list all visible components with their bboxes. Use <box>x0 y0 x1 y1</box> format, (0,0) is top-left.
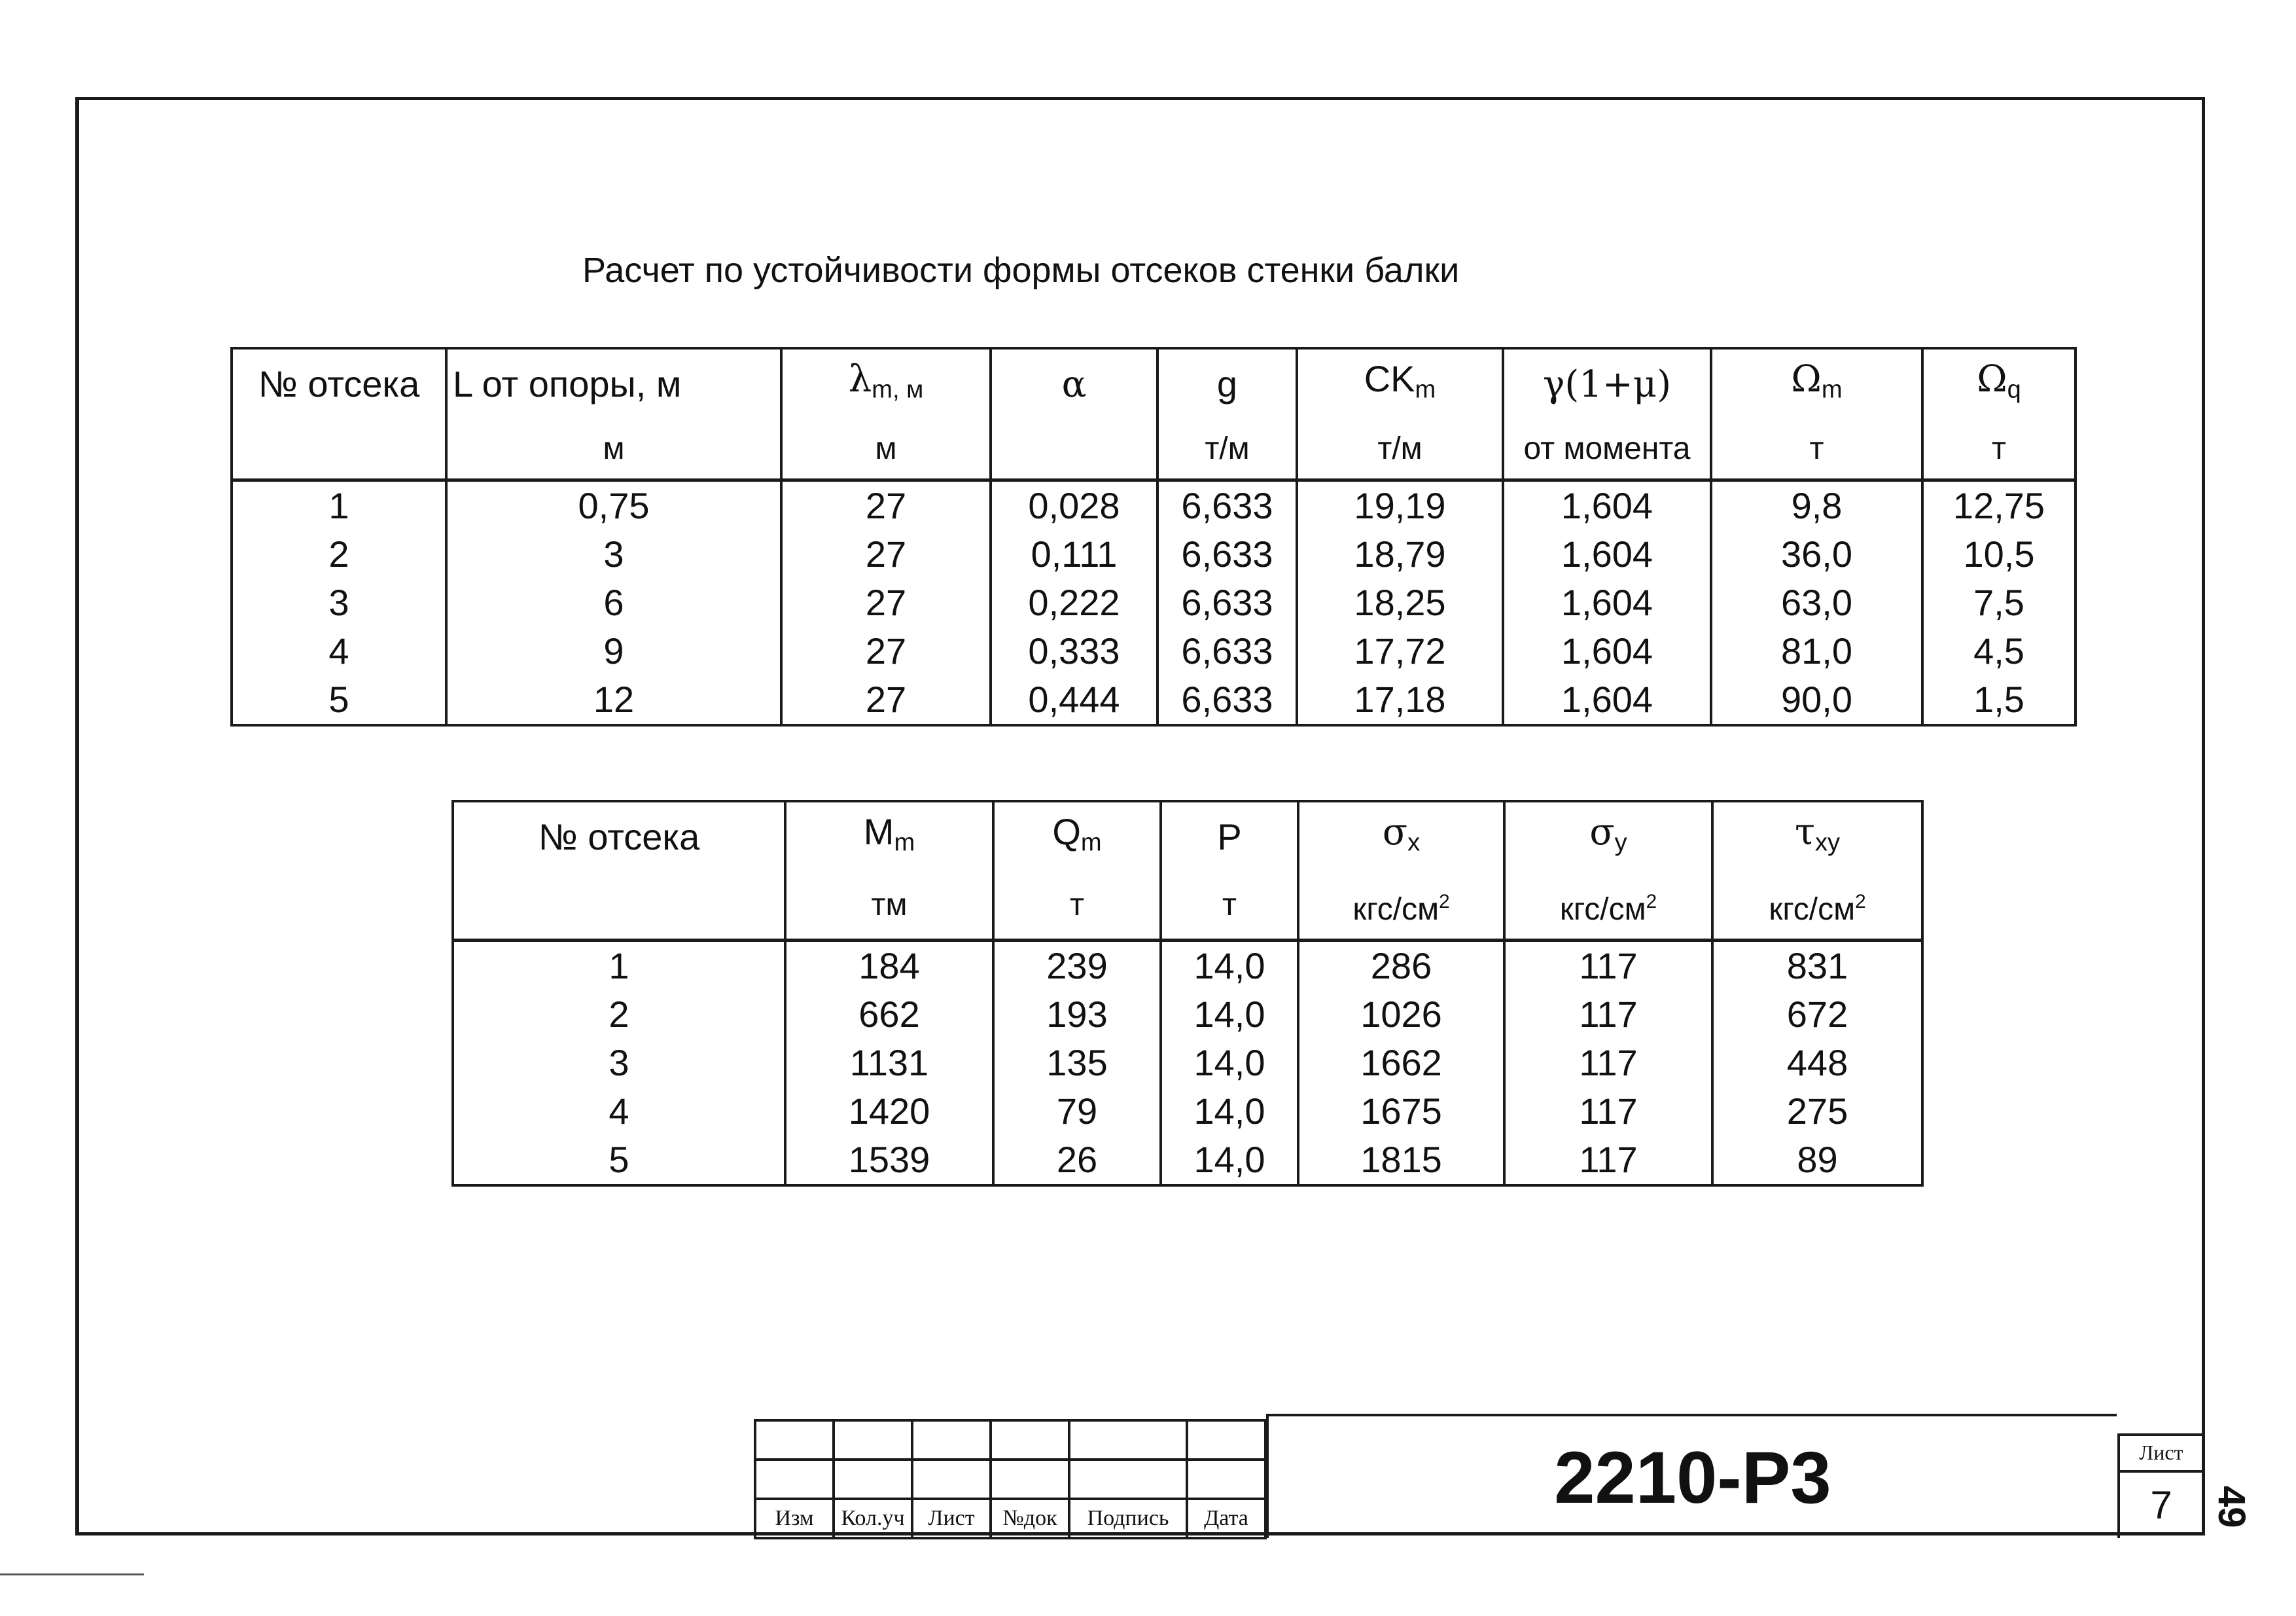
sheet-number: 7 <box>2150 1483 2172 1527</box>
table1-header-5 <box>1297 348 1503 420</box>
table-cell: 1,5 <box>1922 675 2075 725</box>
table-cell: 5 <box>453 1136 785 1185</box>
table-cell: 6 <box>446 579 781 627</box>
table1-header-1 <box>446 348 781 420</box>
sheet-label: Лист <box>2120 1436 2202 1473</box>
table-cell: 10,5 <box>1922 530 2075 579</box>
table1-unit-5 <box>1297 420 1503 480</box>
table-row <box>453 941 1922 991</box>
table2-unit-label: тм <box>871 888 908 923</box>
table1-header-8 <box>1922 348 2075 420</box>
table-cell: 275 <box>1712 1087 1922 1136</box>
table1-header-label: № отсека <box>258 363 420 405</box>
table-cell: 90,0 <box>1711 675 1922 725</box>
table2-unit-label: т <box>1070 888 1084 923</box>
table-cell: 14,0 <box>1161 1136 1298 1185</box>
table2-header-0 <box>453 801 785 872</box>
table-cell: 63,0 <box>1711 579 1922 627</box>
table-cell: 6,633 <box>1157 579 1297 627</box>
table2-header-1 <box>785 801 993 872</box>
sheet-box <box>2117 1433 2202 1538</box>
table-cell: 117 <box>1504 1136 1712 1185</box>
table1-unit-1 <box>446 420 781 480</box>
table-cell: 6,633 <box>1157 480 1297 530</box>
table1-unit-label: т/м <box>1205 431 1250 466</box>
table-cell: 448 <box>1712 1039 1922 1087</box>
table-cell: 89 <box>1712 1136 1922 1185</box>
table-cell: 117 <box>1504 941 1712 991</box>
table2-unit-label: кгс/см <box>1352 891 1439 927</box>
table2-header-subscript: x <box>1407 829 1421 857</box>
table-cell: 184 <box>785 941 993 991</box>
table2-header-label: σ <box>1589 811 1615 853</box>
table1-unit-4 <box>1157 420 1297 480</box>
table-cell: 1662 <box>1298 1039 1504 1087</box>
table-cell: 27 <box>781 480 991 530</box>
table-cell: 17,18 <box>1297 675 1503 725</box>
table-cell: 14,0 <box>1161 1087 1298 1136</box>
table1-unit-label: от момента <box>1523 431 1691 466</box>
table1-header-subscript: q <box>2007 376 2021 404</box>
table1-header-label: α <box>1061 363 1087 406</box>
table-cell: 3 <box>453 1039 785 1087</box>
table-cell: 79 <box>993 1087 1161 1136</box>
table2-header-main <box>453 801 1922 872</box>
table-cell: 4,5 <box>1922 627 2075 675</box>
table-cell: 0,444 <box>991 675 1157 725</box>
table-cell: 81,0 <box>1711 627 1922 675</box>
table-cell: 14,0 <box>1161 990 1298 1039</box>
table-cell: 4 <box>232 627 446 675</box>
table-row <box>453 1087 1922 1136</box>
table-cell: 0,75 <box>446 480 781 530</box>
table1-unit-label: т <box>1992 431 2006 466</box>
table2-header-label: τ <box>1794 811 1815 853</box>
table-cell: 3 <box>232 579 446 627</box>
table1-header-subscript: m <box>1415 376 1436 404</box>
table1-unit-7 <box>1711 420 1922 480</box>
page-title: Расчет по устойчивости формы отсеков стенки балки <box>582 251 1460 290</box>
table1-header-4 <box>1157 348 1297 420</box>
table1-header-subscript: m <box>1821 376 1843 404</box>
table-row <box>453 1039 1922 1087</box>
table2-header-3 <box>1161 801 1298 872</box>
table-row <box>232 627 2075 675</box>
table1-unit-label: м <box>603 431 625 466</box>
table-cell: 1,604 <box>1503 530 1711 579</box>
table1-unit-6 <box>1503 420 1711 480</box>
table2-header-subscript: y <box>1614 829 1627 857</box>
table1-header-0 <box>232 348 446 420</box>
table-cell: 1131 <box>785 1039 993 1087</box>
title-block-label-3: №док <box>991 1499 1069 1538</box>
table-cell: 12 <box>446 675 781 725</box>
table-cell: 2 <box>453 990 785 1039</box>
table2-header-label: σ <box>1382 811 1408 853</box>
table-cell: 1815 <box>1298 1136 1504 1185</box>
table2-header-5 <box>1504 801 1712 872</box>
table1-header-label: Ω <box>1977 358 2007 401</box>
table-cell: 36,0 <box>1711 530 1922 579</box>
table2-unit-2 <box>993 872 1161 941</box>
table2-header-subscript: m <box>894 829 915 857</box>
table2-unit-superscript: 2 <box>1439 890 1450 912</box>
table2-unit-1 <box>785 872 993 941</box>
table-cell: 27 <box>781 627 991 675</box>
table-cell: 1 <box>453 941 785 991</box>
table2-header-6 <box>1712 801 1922 872</box>
table-cell: 0,111 <box>991 530 1157 579</box>
table-cell: 6,633 <box>1157 675 1297 725</box>
table-cell: 672 <box>1712 990 1922 1039</box>
table-cell: 7,5 <box>1922 579 2075 627</box>
title-block-label-5: Дата <box>1187 1499 1265 1538</box>
table-cell: 17,72 <box>1297 627 1503 675</box>
table1-header-7 <box>1711 348 1922 420</box>
table1-header-label: g <box>1216 363 1238 405</box>
table-cell: 1,604 <box>1503 480 1711 530</box>
table-cell: 2 <box>232 530 446 579</box>
table-cell: 117 <box>1504 990 1712 1039</box>
table-cell: 286 <box>1298 941 1504 991</box>
table1-unit-0 <box>232 420 446 480</box>
title-block-revisions <box>754 1419 1267 1539</box>
table-cell: 0,028 <box>991 480 1157 530</box>
table-cell: 9,8 <box>1711 480 1922 530</box>
table-cell: 14,0 <box>1161 1039 1298 1087</box>
table2-unit-superscript: 2 <box>1855 890 1866 912</box>
table-cell: 1 <box>232 480 446 530</box>
table2-unit-label: кгс/см <box>1559 891 1646 927</box>
table-cell: 1,604 <box>1503 579 1711 627</box>
table1-unit-8 <box>1922 420 2075 480</box>
title-block-label-4: Подпись <box>1069 1499 1187 1538</box>
document-code: 2210-Р3 <box>1266 1414 2117 1538</box>
table1-unit-3 <box>991 420 1157 480</box>
edge-line <box>0 1573 144 1575</box>
table-cell: 193 <box>993 990 1161 1039</box>
table-cell: 27 <box>781 675 991 725</box>
table-cell: 831 <box>1712 941 1922 991</box>
table2-header-units <box>453 872 1922 941</box>
table-cell: 662 <box>785 990 993 1039</box>
table2-unit-4 <box>1298 872 1504 941</box>
title-block-label-1: Кол.уч <box>834 1499 912 1538</box>
table-cell: 27 <box>781 579 991 627</box>
table2-header-subscript: m <box>1080 829 1102 857</box>
table-cell: 4 <box>453 1087 785 1136</box>
table-cell: 117 <box>1504 1039 1712 1087</box>
table-compartments-params <box>230 347 2077 727</box>
table-cell: 5 <box>232 675 446 725</box>
table-compartments-stresses <box>451 800 1924 1187</box>
table-cell: 6,633 <box>1157 627 1297 675</box>
table-cell: 6,633 <box>1157 530 1297 579</box>
table1-unit-label: м <box>875 431 897 466</box>
table-row <box>453 1136 1922 1185</box>
table2-body <box>453 941 1922 1186</box>
table2-unit-0 <box>453 872 785 941</box>
table2-unit-label: кгс/см <box>1769 891 1856 927</box>
table-cell: 3 <box>446 530 781 579</box>
table1-header-units <box>232 420 2075 480</box>
table1-header-main <box>232 348 2075 420</box>
title-block-labels <box>755 1499 1265 1538</box>
table-cell: 1420 <box>785 1087 993 1136</box>
table1-unit-label: т/м <box>1377 431 1422 466</box>
table-cell: 117 <box>1504 1087 1712 1136</box>
table-row <box>232 480 2075 530</box>
table2-header-label: M <box>863 811 894 852</box>
table2-header-label: P <box>1217 816 1242 858</box>
table1-header-6 <box>1503 348 1711 420</box>
table2-unit-superscript: 2 <box>1646 890 1657 912</box>
table2-header-label: Q <box>1052 811 1081 852</box>
table-cell: 1026 <box>1298 990 1504 1039</box>
title-block-label-2: Лист <box>912 1499 991 1538</box>
table-cell: 9 <box>446 627 781 675</box>
table1-header-label: L от опоры, м <box>453 363 682 405</box>
table1-header-label: λ <box>848 358 872 401</box>
table-row <box>232 530 2075 579</box>
table2-unit-3 <box>1161 872 1298 941</box>
table-cell: 1675 <box>1298 1087 1504 1136</box>
table-cell: 26 <box>993 1136 1161 1185</box>
table2-unit-5 <box>1504 872 1712 941</box>
table-cell: 239 <box>993 941 1161 991</box>
table1-header-label: CK <box>1364 358 1415 399</box>
table-cell: 0,222 <box>991 579 1157 627</box>
table-cell: 1,604 <box>1503 675 1711 725</box>
table-cell: 19,19 <box>1297 480 1503 530</box>
table-cell: 18,79 <box>1297 530 1503 579</box>
table1-body <box>232 480 2075 725</box>
table2-header-subscript: xy <box>1814 829 1841 857</box>
table-cell: 1,604 <box>1503 627 1711 675</box>
table-cell: 18,25 <box>1297 579 1503 627</box>
table1-header-3 <box>991 348 1157 420</box>
table-cell: 27 <box>781 530 991 579</box>
table-cell: 12,75 <box>1922 480 2075 530</box>
table-cell: 0,333 <box>991 627 1157 675</box>
table1-header-2 <box>781 348 991 420</box>
table2-unit-label: т <box>1222 888 1237 923</box>
table2-header-label: № отсека <box>538 816 700 858</box>
page-number: 49 <box>2210 1486 2253 1528</box>
table-cell: 14,0 <box>1161 941 1298 991</box>
table1-header-label: γ(1+μ) <box>1542 363 1672 406</box>
table-row <box>232 579 2075 627</box>
table2-header-2 <box>993 801 1161 872</box>
table1-unit-label: т <box>1809 431 1824 466</box>
title-block-label-0: Изм <box>755 1499 834 1538</box>
table1-header-subscript: m, м <box>872 376 924 404</box>
table1-header-label: Ω <box>1791 358 1822 401</box>
table2-header-4 <box>1298 801 1504 872</box>
table2-unit-6 <box>1712 872 1922 941</box>
table-cell: 135 <box>993 1039 1161 1087</box>
table-row <box>232 675 2075 725</box>
table-cell: 1539 <box>785 1136 993 1185</box>
table1-unit-2 <box>781 420 991 480</box>
table-row <box>453 990 1922 1039</box>
